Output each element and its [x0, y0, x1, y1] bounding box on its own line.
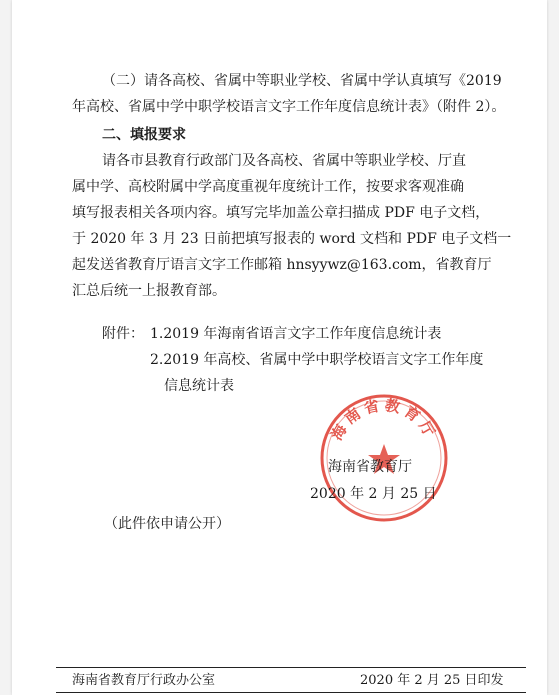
- paragraph-line: （二）请各高校、省属中等职业学校、省属中学认真填写《2019: [102, 73, 502, 89]
- attachments-label: 附件：: [102, 326, 144, 342]
- footer-divider: [56, 692, 526, 693]
- attachment-item: 信息统计表: [164, 378, 234, 394]
- footer-issuer: 海南省教育厅行政办公室: [72, 673, 216, 688]
- signature-date: 2020 年 2 月 25 日: [310, 486, 437, 502]
- disclosure-note: （此件依申请公开）: [104, 516, 230, 532]
- attachment-item: 2.2019 年高校、省属中学中职学校语言文字工作年度: [150, 352, 484, 368]
- requirement-line: 请各市县教育行政部门及各高校、省属中等职业学校、厅直: [102, 153, 466, 169]
- requirement-line: 起发送省教育厅语言文字工作邮箱 hnsyywz@163.com，省教育厅: [72, 257, 492, 273]
- footer-divider: [56, 667, 526, 668]
- requirement-line: 于 2020 年 3 月 23 日前把填写报表的 word 文档和 PDF 电子文档一: [72, 231, 512, 247]
- document-page: [12, 0, 547, 695]
- paragraph-line: 年高校、省属中学中职学校语言文字工作年度信息统计表》（附件 2）。: [72, 99, 506, 115]
- attachment-item: 1.2019 年海南省语言文字工作年度信息统计表: [150, 326, 442, 342]
- requirement-line: 属中学、高校附属中学高度重视年度统计工作，按要求客观准确: [72, 179, 464, 195]
- signature-org: 海南省教育厅: [328, 459, 412, 475]
- svg-text:海南省教育厅: 海南省教育厅: [327, 395, 441, 444]
- requirement-line: 填写报表相关各项内容。填写完毕加盖公章扫描成 PDF 电子文档，: [72, 205, 490, 221]
- section-heading: 二、填报要求: [102, 127, 186, 143]
- requirement-line: 汇总后统一上报教育部。: [72, 283, 226, 299]
- footer-date: 2020 年 2 月 25 日印发: [360, 673, 504, 688]
